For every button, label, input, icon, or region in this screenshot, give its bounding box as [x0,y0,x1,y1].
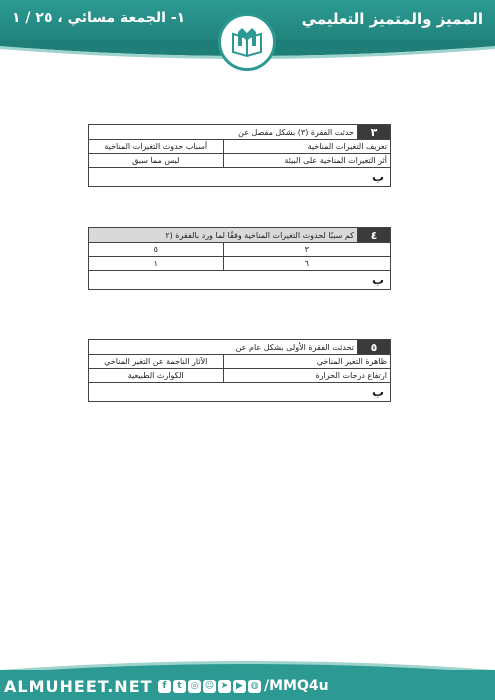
answer-box[interactable]: ب [89,383,391,402]
logo [218,13,276,71]
page-footer [0,670,495,700]
question-number: ٥ [358,340,391,355]
option-b: الآثار الناجمة عن التغير المناخي [89,355,224,369]
snapchat-icon[interactable]: ☺ [204,681,215,691]
question-prompt: تحدثت الفقرة الأولى بشكل عام عن [89,340,358,355]
option-d: ليس مما سبق [89,154,224,168]
option-a: ٣ [223,243,391,257]
option-c: ارتفاع درجات الحرارة [223,369,391,383]
telegram-icon[interactable]: ➤ [218,680,231,693]
question-prompt: كم سببًا لحدوث التغيرات المناخية وفقًا لما ورد بالفقرة (٢ [89,228,358,243]
option-c: أثر التغيرات المناخية على البيئة [223,154,391,168]
option-c: ٦ [223,257,391,271]
question-prompt: حدثت الفقرة (٣) بشكل مفصل عن [89,125,358,140]
footer-handle[interactable]: /MMQ4u [264,678,329,694]
web-icon[interactable]: ◍ [248,680,261,693]
option-a: ظاهرة التغير المناخي [223,355,391,369]
footer-site[interactable]: ALMUHEET.NET [4,677,153,696]
answer-box[interactable]: ب [89,168,391,187]
option-b: أسباب حدوث التغيرات المناخية [89,140,224,154]
instagram-icon[interactable]: ◎ [188,680,201,693]
question-number: ٤ [358,228,391,243]
header-date: ١- الجمعة مسائي ، ٢٥ / ١ [12,10,186,26]
youtube-icon[interactable]: ▶ [233,680,246,693]
option-d: الكوارث الطبيعية [89,369,224,383]
question-table-3 [88,124,391,187]
option-b: ٥ [89,243,224,257]
question-number: ٣ [358,125,391,140]
option-d: ١ [89,257,224,271]
answer-box[interactable]: ب [89,271,391,290]
book-logo-icon [229,24,265,60]
option-a: تعريف التغيرات المناخية [223,140,391,154]
header-title: المميز والمتميز التعليمي [301,10,483,28]
twitter-icon[interactable]: t [173,680,186,693]
question-table-5 [88,339,391,402]
facebook-icon[interactable]: f [158,680,171,693]
question-table-4 [88,227,391,290]
